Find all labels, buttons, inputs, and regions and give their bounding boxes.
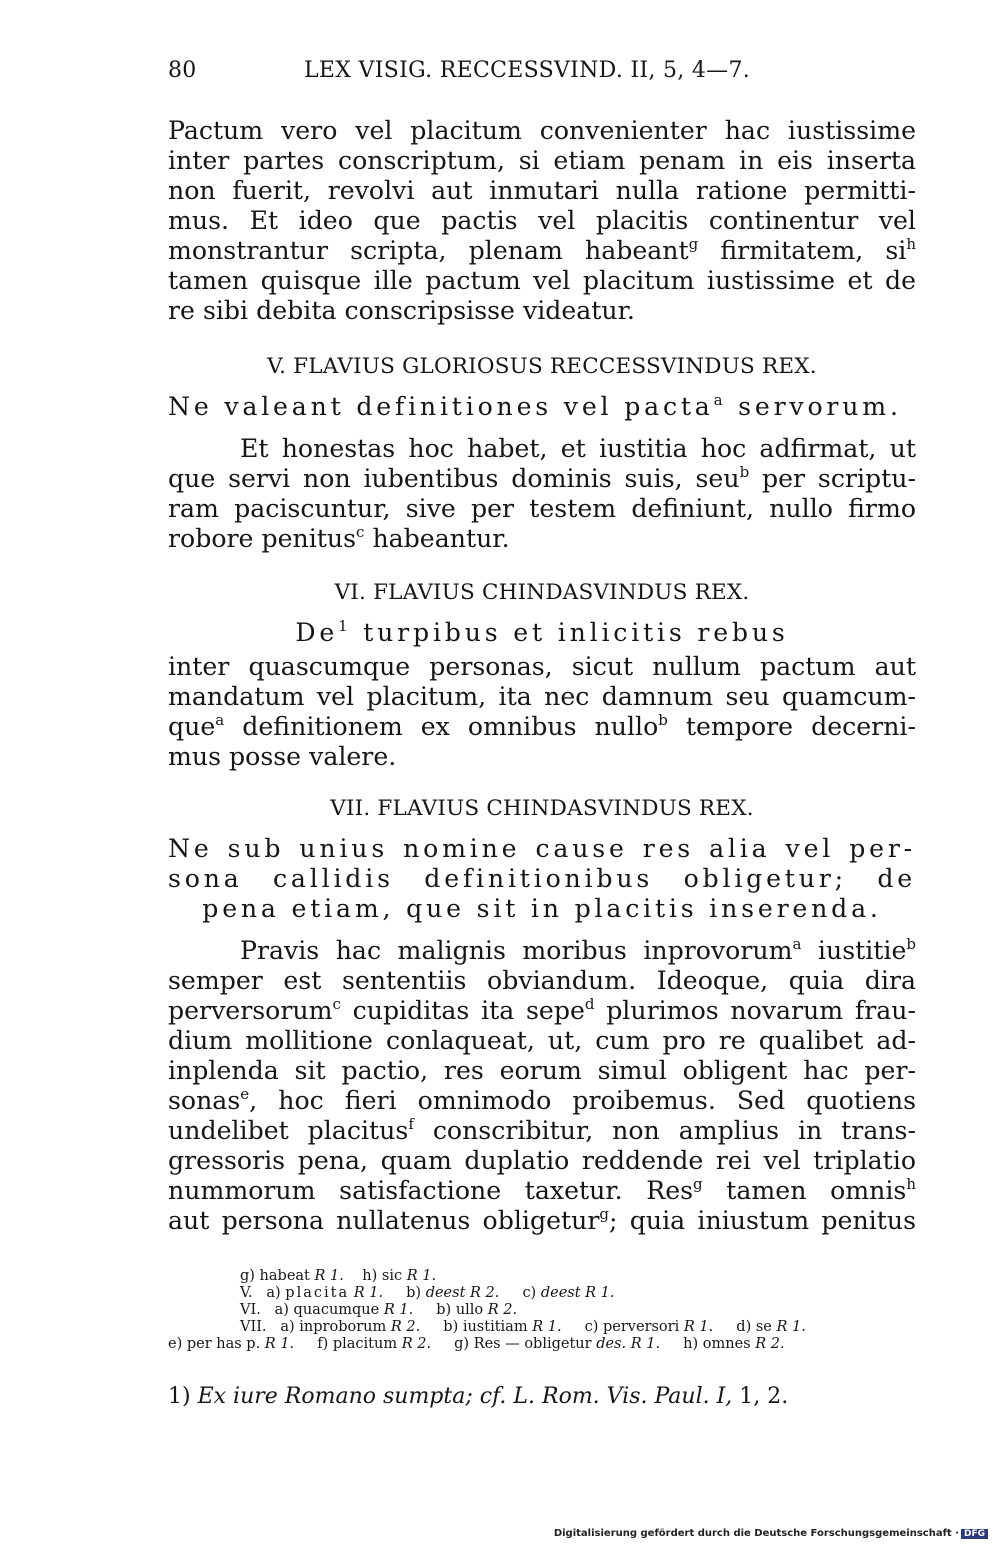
text-line [168, 464, 916, 494]
text-segment: conscribitur, non amplius in trans- [413, 1116, 916, 1145]
footnote-marker: g [688, 235, 699, 253]
law-6-heading: VI. FLAVIUS CHINDASVINDUS REX. [334, 580, 750, 605]
footnote-marker: a [215, 711, 225, 729]
apparatus-source: R 1. [585, 1285, 615, 1301]
apparatus-source: R 2. [470, 1285, 500, 1301]
text-segment: ; quia iniustum penitus [608, 1206, 916, 1235]
text-line: mus posse valere. [168, 742, 397, 771]
text-segment: turpibus et inlicitis rebus [351, 618, 789, 647]
footnote-marker: g [599, 1205, 609, 1223]
footnote-1 [168, 1384, 918, 1409]
apparatus-source: R 1. [630, 1336, 661, 1352]
apparatus-note-c: c) perversori [584, 1319, 680, 1335]
text-line [168, 1206, 916, 1236]
apparatus-remark: deest [540, 1285, 581, 1301]
text-line [168, 236, 916, 266]
apparatus-source: R 1. [314, 1268, 344, 1284]
text-line: mandatum vel placitum, ita nec damnum seu quamcum- [168, 682, 916, 711]
apparatus-note-a: a) inproborum [280, 1319, 387, 1335]
apparatus-remark: deest [425, 1285, 466, 1301]
text-line: inter quascumque personas, sicut nullum pactum aut [168, 652, 916, 681]
text-line: inter partes conscriptum, si etiam penam in eis inserta [168, 146, 916, 175]
apparatus-law-number: V. [240, 1285, 253, 1301]
text-segment: plurimos novarum frau- [594, 996, 916, 1025]
apparatus-note-e: e) per has p. [168, 1336, 261, 1352]
footnote-text: Ex iure Romano sumpta; cf. L. Rom. Vis. Paul. I, [197, 1384, 733, 1409]
text-line: inplenda sit pactio, res eorum simul obligent hac per- [168, 1056, 916, 1085]
apparatus-note-c: c) [522, 1285, 537, 1301]
footnote-marker: a [792, 935, 802, 953]
page-number: 80 [168, 58, 197, 83]
law-5-heading: V. FLAVIUS GLORIOSUS RECCESSVINDUS REX. [267, 354, 817, 379]
text-segment: perversorum [168, 996, 333, 1025]
text-segment: Pravis hac malignis moribus inprovorum [240, 936, 793, 965]
text-segment: Ne valeant definitiones vel pacta [168, 392, 714, 421]
apparatus-source: R 1. [264, 1336, 295, 1352]
law-7-text [168, 936, 916, 1236]
apparatus-law-number: VI. [240, 1302, 261, 1318]
rubric-line [168, 392, 916, 422]
footnote-marker: f [408, 1115, 414, 1133]
text-line: Et honestas hoc habet, et iustitia hoc adfirmat, ut [240, 434, 916, 463]
law-7-rubric [168, 834, 916, 924]
apparatus-law-number: VII. [240, 1319, 267, 1335]
text-segment: definitionem ex omnibus nullo [224, 712, 659, 741]
law-5-text [168, 434, 916, 554]
critical-apparatus [168, 1268, 918, 1353]
text-line: dium mollitione conlaqueat, ut, cum pro re qualibet ad- [168, 1026, 916, 1055]
footnote-marker: 1 [338, 617, 352, 635]
text-line: sona callidis definitionibus obligetur; de [168, 864, 916, 893]
running-head [168, 58, 918, 88]
apparatus-note-h: h) sic [362, 1268, 403, 1284]
text-line [168, 712, 916, 742]
apparatus-source: R 1. [776, 1319, 806, 1335]
law-7-heading: VII. FLAVIUS CHINDASVINDUS REX. [330, 796, 754, 821]
apparatus-source: R 1. [532, 1319, 562, 1335]
footnote-marker: e [240, 1085, 250, 1103]
dfg-logo: DFG [961, 1529, 988, 1539]
apparatus-line-3 [168, 1302, 918, 1319]
law-6-text [168, 652, 916, 772]
apparatus-note-b: b) iustitiam [443, 1319, 528, 1335]
text-line [168, 936, 916, 966]
law-6-rubric [168, 618, 916, 648]
text-segment: firmitatem, si [698, 236, 907, 265]
apparatus-line-1 [168, 1268, 918, 1285]
footnote-marker: d [584, 995, 595, 1013]
apparatus-note-f: f) placitum [317, 1336, 398, 1352]
text-line: ram paciscuntur, sive per testem definiunt, nullo firmo [168, 494, 916, 523]
apparatus-line-4 [168, 1319, 918, 1336]
text-segment: habeantur. [364, 524, 510, 553]
text-line: Ne sub unius nomine cause res alia vel per- [168, 834, 916, 863]
digitization-credit [554, 1528, 988, 1539]
footnote-marker: b [739, 463, 750, 481]
footnote-marker: c [356, 523, 365, 541]
apparatus-line-2 [168, 1285, 918, 1302]
text-segment: undelibet placitus [168, 1116, 409, 1145]
text-segment: robore penitus [168, 524, 357, 553]
apparatus-note-g: g) Res — obligetur [454, 1336, 592, 1352]
footnote-marker: a [713, 391, 727, 409]
apparatus-note-b: b) [406, 1285, 422, 1301]
text-segment: sonas [168, 1086, 241, 1115]
apparatus-source: R 2. [755, 1336, 785, 1352]
apparatus-source: R 1. [406, 1268, 437, 1284]
text-segment: que servi non iubentibus dominis suis, seu [168, 464, 740, 493]
apparatus-note-a: a) quacumque [274, 1302, 380, 1318]
footnote-marker: h [906, 235, 916, 253]
text-line [168, 1116, 916, 1146]
footnote-marker: b [906, 935, 916, 953]
footnote-reference: 1, 2. [739, 1384, 789, 1409]
apparatus-note-a: a) [266, 1285, 281, 1301]
text-line: Pactum vero vel placitum convenienter hac iustissime [168, 116, 916, 145]
apparatus-source: R 1. [353, 1285, 384, 1301]
text-segment: iustitie [801, 936, 907, 965]
text-segment: servorum. [726, 392, 902, 421]
text-segment: aut persona nullatenus obligetur [168, 1206, 600, 1235]
text-line: mus. Et ideo que pactis vel placitis continentur vel [168, 206, 916, 235]
text-segment: De [295, 618, 339, 647]
text-segment: tamen omnis [702, 1176, 907, 1205]
text-line [168, 996, 916, 1026]
apparatus-source: R 2. [401, 1336, 432, 1352]
text-line [168, 1086, 916, 1116]
apparatus-source: R 1. [383, 1302, 414, 1318]
apparatus-source: R 2. [390, 1319, 421, 1335]
text-line: semper est sententiis obviandum. Ideoque, quia dira [168, 966, 916, 995]
footnote-mark: 1) [168, 1384, 191, 1409]
apparatus-note-g: g) habeat [240, 1268, 310, 1284]
text-line: pena etiam, que sit in placitis inserenda. [202, 894, 882, 923]
apparatus-note-b: b) ullo [436, 1302, 484, 1318]
text-segment: tempore decerni- [667, 712, 916, 741]
rubric-line [168, 618, 916, 648]
text-line: gressoris pena, quam duplatio reddende rei vel triplatio [168, 1146, 916, 1175]
apparatus-note-h: h) omnes [683, 1336, 751, 1352]
text-line: tamen quisque ille pactum vel placitum iustissime et de [168, 266, 916, 295]
running-title: LEX VISIG. RECCESSVIND. II, 5, 4—7. [304, 58, 751, 83]
digitization-text: Digitalisierung gefördert durch die Deutsche Forschungsgemeinschaft · [553, 1528, 959, 1539]
law-5-rubric [168, 392, 916, 422]
text-segment: nummorum satisfactione taxetur. Res [168, 1176, 694, 1205]
text-segment: monstrantur scripta, plenam habeant [168, 236, 689, 265]
apparatus-source: R 2. [487, 1302, 518, 1318]
apparatus-note-d: d) se [736, 1319, 772, 1335]
intro-paragraph [168, 116, 916, 326]
footnote-marker: h [906, 1175, 916, 1193]
footnote-marker: c [332, 995, 341, 1013]
text-line: non fuerit, revolvi aut inmutari nulla ratione permitti- [168, 176, 916, 205]
text-line: re sibi debita conscripsisse videatur. [168, 296, 635, 325]
footnote-marker: b [658, 711, 668, 729]
text-segment: que [168, 712, 216, 741]
footnote-marker: g [693, 1175, 703, 1193]
text-line [168, 1176, 916, 1206]
text-segment: cupiditas ita sepe [340, 996, 585, 1025]
apparatus-source: R 1. [683, 1319, 714, 1335]
apparatus-line-5 [168, 1336, 918, 1353]
apparatus-remark: des. [596, 1336, 627, 1352]
text-segment: , hoc fieri omnimodo proibemus. Sed quotiens [249, 1086, 916, 1115]
text-line [168, 524, 916, 554]
apparatus-reading: placita [285, 1285, 350, 1301]
text-segment: per scriptu- [749, 464, 916, 493]
